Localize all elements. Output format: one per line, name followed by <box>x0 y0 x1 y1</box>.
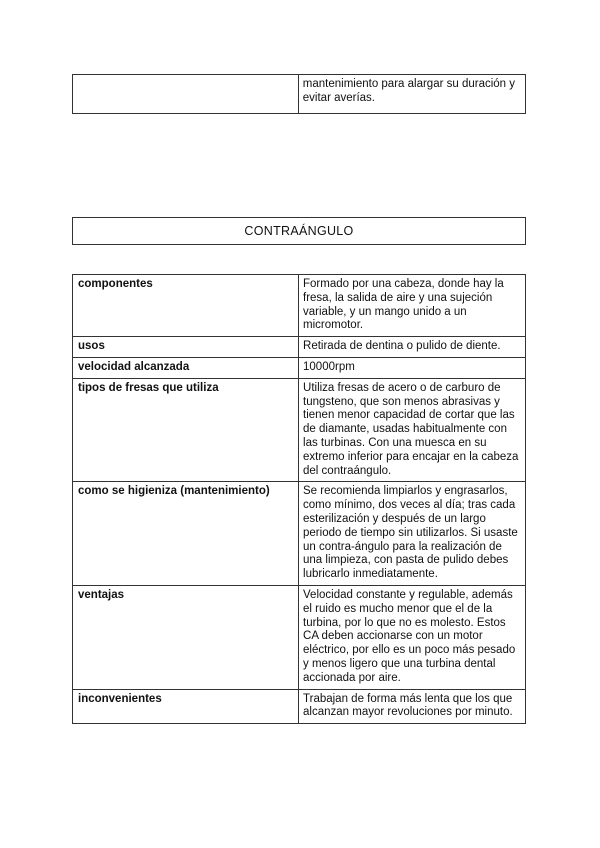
row-key: inconvenientes <box>73 689 299 724</box>
table-row <box>73 482 526 586</box>
row-key: como se higieniza (mantenimiento) <box>73 482 299 586</box>
contraangulo-table <box>72 274 526 724</box>
table-row <box>73 585 526 689</box>
table-row <box>73 275 526 337</box>
table-row <box>73 357 526 378</box>
continuation-left-cell <box>73 75 299 114</box>
row-value: Trabajan de forma más lenta que los que alcanzan mayor revoluciones por minuto. <box>299 689 526 724</box>
row-value: Formado por una cabeza, donde hay la fresa, la salida de aire y una sujeción variable, y un mango unido a un micromotor. <box>299 275 526 337</box>
row-key: componentes <box>73 275 299 337</box>
row-value: 10000rpm <box>299 357 526 378</box>
table-row <box>73 689 526 724</box>
continuation-table <box>72 74 526 114</box>
table-row <box>73 337 526 358</box>
row-key: usos <box>73 337 299 358</box>
row-key: ventajas <box>73 585 299 689</box>
row-key: tipos de fresas que utiliza <box>73 378 299 482</box>
row-value: Velocidad constante y regulable, además el ruido es mucho menor que el de la turbina, por lo que no es molesto. Estos CA deben accionarse con un motor eléctrico, por ello es un poco más pesado y menos ligero que una turbina dental accionada por aire. <box>299 585 526 689</box>
row-key: velocidad alcanzada <box>73 357 299 378</box>
row-value: Se recomienda limpiarlos y engrasarlos, como mínimo, dos veces al día; tras cada esterilización y después de un largo periodo de tiempo sin utilizarlos. Si usaste un contra-ángulo para la realización de una limpieza, con pasta de pulido debes lubricarlo inmediatamente. <box>299 482 526 586</box>
row-value: Utiliza fresas de acero o de carburo de tungsteno, que son menos abrasivas y tienen menor capacidad de cortar que las de diamante, usadas habitualmente con las turbinas. Con una muesca en su extremo inferior para encajar en la cabeza del contraángulo. <box>299 378 526 482</box>
continuation-right-cell: mantenimiento para alargar su duración y evitar averías. <box>298 75 525 114</box>
table-row <box>73 75 526 114</box>
section-title: CONTRAÁNGULO <box>72 217 526 245</box>
row-value: Retirada de dentina o pulido de diente. <box>299 337 526 358</box>
table-row <box>73 378 526 482</box>
